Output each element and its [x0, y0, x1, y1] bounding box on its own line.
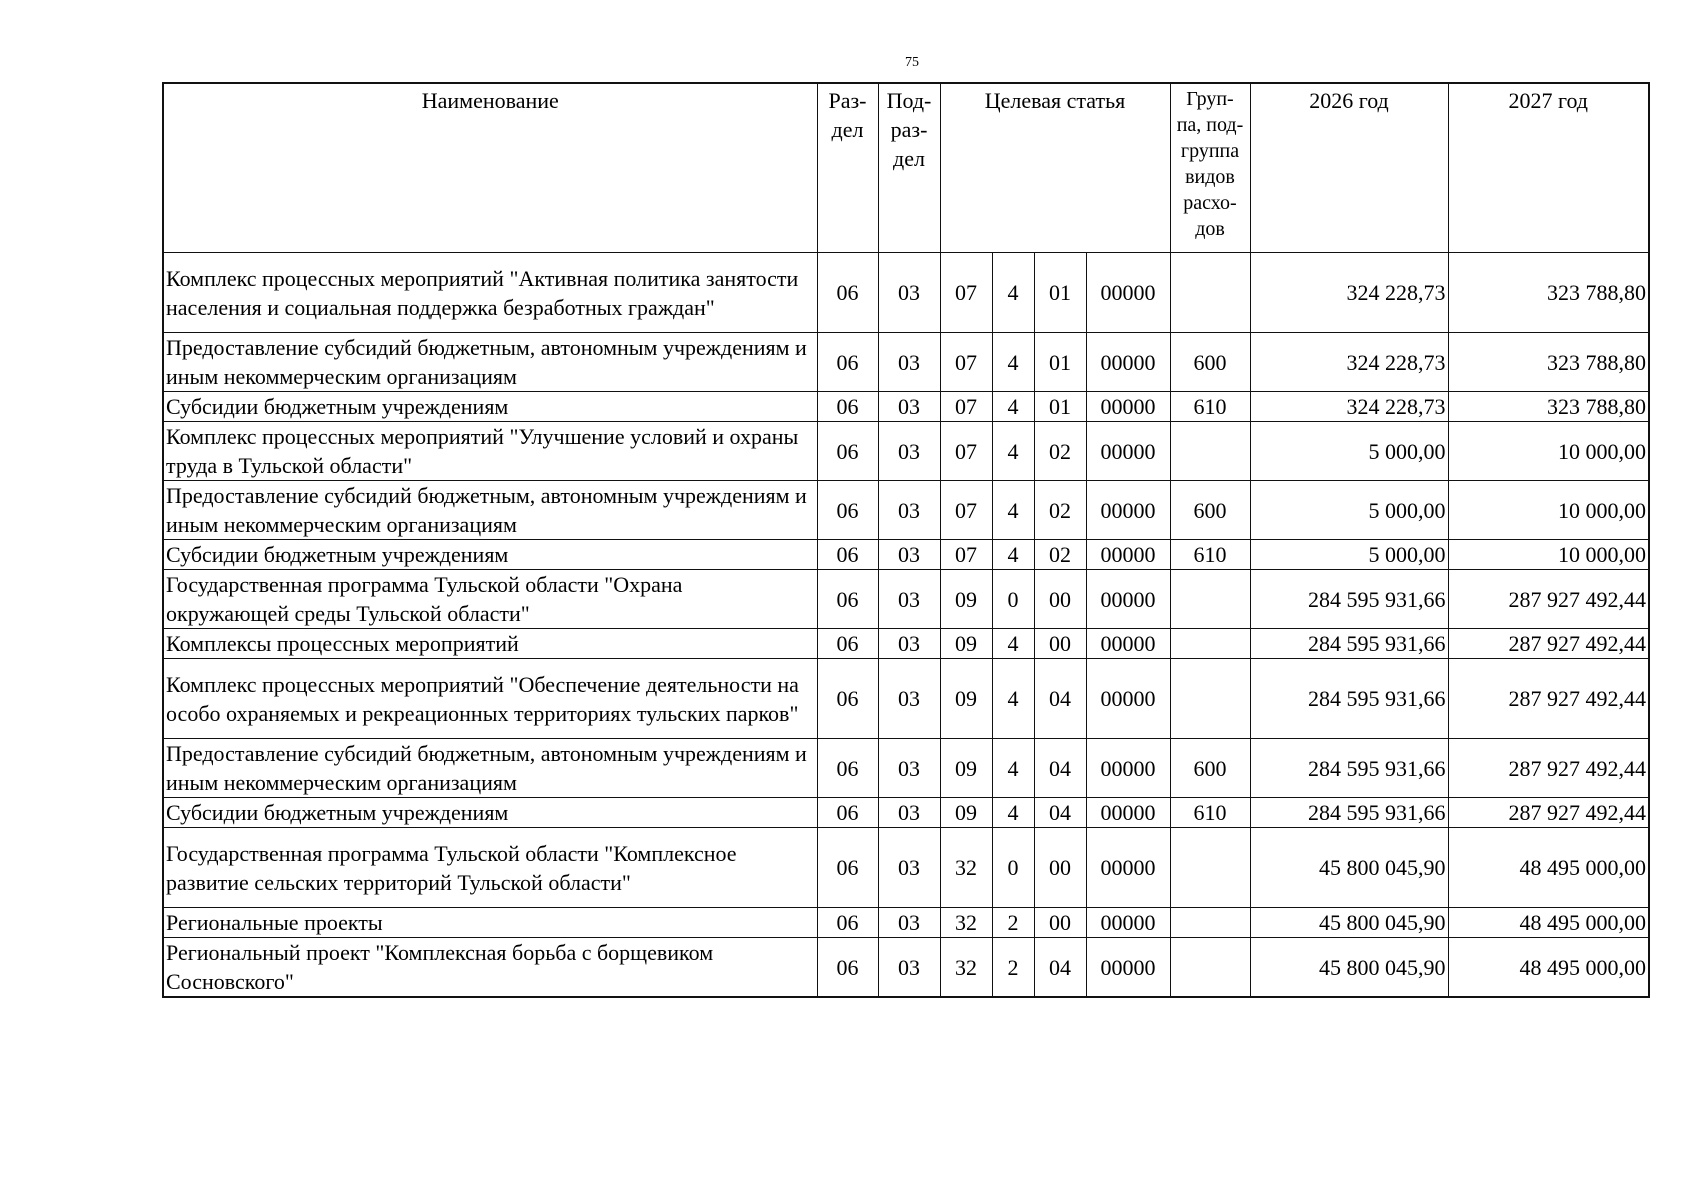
row-amount-2026: 45 800 045,90: [1250, 828, 1448, 908]
row-name: Предоставление субсидий бюджетным, автономным учреждениям и иным некоммерческим организациям: [163, 739, 817, 798]
header-expense-group: Груп- па, под- группа видов расхо- дов: [1170, 83, 1250, 253]
row-podrazdel: 03: [878, 739, 940, 798]
row-target-direction: 00000: [1086, 540, 1170, 570]
row-target-type: 4: [992, 659, 1034, 739]
row-name: Субсидии бюджетным учреждениям: [163, 392, 817, 422]
row-amount-2026: 284 595 931,66: [1250, 739, 1448, 798]
row-razdel: 06: [817, 908, 878, 938]
row-target-direction: 00000: [1086, 253, 1170, 333]
row-target-subprogram: 01: [1034, 253, 1086, 333]
row-target-program: 09: [940, 739, 992, 798]
row-expense-group: 600: [1170, 481, 1250, 540]
header-year-2027: 2027 год: [1448, 83, 1649, 253]
row-amount-2026: 324 228,73: [1250, 333, 1448, 392]
row-razdel: 06: [817, 739, 878, 798]
row-razdel: 06: [817, 422, 878, 481]
row-amount-2026: 284 595 931,66: [1250, 798, 1448, 828]
row-razdel: 06: [817, 938, 878, 998]
row-amount-2027: 287 927 492,44: [1448, 739, 1649, 798]
page-number: 75: [905, 55, 919, 70]
row-expense-group: [1170, 659, 1250, 739]
row-podrazdel: 03: [878, 828, 940, 908]
row-target-program: 09: [940, 659, 992, 739]
row-target-subprogram: 04: [1034, 739, 1086, 798]
row-expense-group: [1170, 629, 1250, 659]
row-amount-2026: 5 000,00: [1250, 540, 1448, 570]
row-expense-group: 600: [1170, 739, 1250, 798]
row-podrazdel: 03: [878, 798, 940, 828]
table-row: [163, 659, 1649, 739]
row-target-type: 4: [992, 481, 1034, 540]
row-target-subprogram: 04: [1034, 798, 1086, 828]
row-target-program: 09: [940, 570, 992, 629]
row-target-type: 4: [992, 333, 1034, 392]
header-name: Наименование: [163, 83, 817, 253]
row-name: Предоставление субсидий бюджетным, автономным учреждениям и иным некоммерческим организациям: [163, 333, 817, 392]
row-amount-2027: 323 788,80: [1448, 333, 1649, 392]
row-target-program: 07: [940, 392, 992, 422]
row-expense-group: [1170, 253, 1250, 333]
table-row: [163, 908, 1649, 938]
row-expense-group: 610: [1170, 392, 1250, 422]
row-name: Комплекс процессных мероприятий "Улучшение условий и охраны труда в Тульской области": [163, 422, 817, 481]
row-amount-2027: 10 000,00: [1448, 481, 1649, 540]
row-target-type: 4: [992, 739, 1034, 798]
row-amount-2027: 323 788,80: [1448, 392, 1649, 422]
row-target-type: 4: [992, 253, 1034, 333]
row-target-subprogram: 00: [1034, 908, 1086, 938]
row-razdel: 06: [817, 253, 878, 333]
row-target-direction: 00000: [1086, 629, 1170, 659]
row-name: Комплекс процессных мероприятий "Активная политика занятости населения и социальная поддержка безработных граждан": [163, 253, 817, 333]
row-amount-2026: 45 800 045,90: [1250, 938, 1448, 998]
row-name: Субсидии бюджетным учреждениям: [163, 798, 817, 828]
row-name: Комплексы процессных мероприятий: [163, 629, 817, 659]
row-target-program: 09: [940, 798, 992, 828]
table-row: [163, 481, 1649, 540]
row-target-program: 32: [940, 828, 992, 908]
row-podrazdel: 03: [878, 253, 940, 333]
table-row: [163, 392, 1649, 422]
row-name: Региональные проекты: [163, 908, 817, 938]
row-podrazdel: 03: [878, 908, 940, 938]
row-amount-2026: 45 800 045,90: [1250, 908, 1448, 938]
row-amount-2027: 10 000,00: [1448, 540, 1649, 570]
row-name: Субсидии бюджетным учреждениям: [163, 540, 817, 570]
row-target-type: 2: [992, 908, 1034, 938]
row-target-subprogram: 02: [1034, 422, 1086, 481]
row-target-type: 0: [992, 828, 1034, 908]
row-name: Государственная программа Тульской области "Комплексное развитие сельских территорий Тульской области": [163, 828, 817, 908]
row-target-direction: 00000: [1086, 908, 1170, 938]
row-target-subprogram: 00: [1034, 629, 1086, 659]
row-podrazdel: 03: [878, 540, 940, 570]
header-row: [163, 83, 1649, 253]
row-name: Региональный проект "Комплексная борьба с борщевиком Сосновского": [163, 938, 817, 998]
row-target-program: 07: [940, 253, 992, 333]
row-amount-2026: 284 595 931,66: [1250, 659, 1448, 739]
row-amount-2027: 287 927 492,44: [1448, 659, 1649, 739]
row-expense-group: 610: [1170, 540, 1250, 570]
table-row: [163, 540, 1649, 570]
row-amount-2026: 5 000,00: [1250, 481, 1448, 540]
row-amount-2026: 5 000,00: [1250, 422, 1448, 481]
row-podrazdel: 03: [878, 422, 940, 481]
row-expense-group: 610: [1170, 798, 1250, 828]
row-target-direction: 00000: [1086, 798, 1170, 828]
table-row: [163, 739, 1649, 798]
row-target-subprogram: 02: [1034, 540, 1086, 570]
row-target-type: 4: [992, 540, 1034, 570]
row-amount-2027: 323 788,80: [1448, 253, 1649, 333]
row-name: Предоставление субсидий бюджетным, автономным учреждениям и иным некоммерческим организациям: [163, 481, 817, 540]
row-amount-2027: 287 927 492,44: [1448, 570, 1649, 629]
row-target-direction: 00000: [1086, 333, 1170, 392]
row-target-subprogram: 01: [1034, 392, 1086, 422]
row-amount-2026: 324 228,73: [1250, 253, 1448, 333]
row-target-type: 2: [992, 938, 1034, 998]
table-row: [163, 629, 1649, 659]
table-row: [163, 253, 1649, 333]
row-target-program: 07: [940, 540, 992, 570]
row-expense-group: [1170, 828, 1250, 908]
row-amount-2026: 284 595 931,66: [1250, 629, 1448, 659]
row-amount-2027: 48 495 000,00: [1448, 938, 1649, 998]
row-expense-group: 600: [1170, 333, 1250, 392]
row-target-direction: 00000: [1086, 659, 1170, 739]
row-razdel: 06: [817, 629, 878, 659]
table-row: [163, 333, 1649, 392]
row-expense-group: [1170, 938, 1250, 998]
row-target-direction: 00000: [1086, 422, 1170, 481]
row-podrazdel: 03: [878, 659, 940, 739]
row-target-type: 4: [992, 422, 1034, 481]
header-year-2026: 2026 год: [1250, 83, 1448, 253]
row-target-program: 07: [940, 333, 992, 392]
header-podrazdel: Под- раз- дел: [878, 83, 940, 253]
row-target-subprogram: 01: [1034, 333, 1086, 392]
row-target-subprogram: 04: [1034, 659, 1086, 739]
row-amount-2026: 284 595 931,66: [1250, 570, 1448, 629]
row-target-program: 32: [940, 938, 992, 998]
row-target-subprogram: 02: [1034, 481, 1086, 540]
row-podrazdel: 03: [878, 938, 940, 998]
row-razdel: 06: [817, 659, 878, 739]
row-razdel: 06: [817, 540, 878, 570]
row-amount-2027: 287 927 492,44: [1448, 798, 1649, 828]
row-razdel: 06: [817, 828, 878, 908]
row-razdel: 06: [817, 333, 878, 392]
row-target-subprogram: 00: [1034, 570, 1086, 629]
row-expense-group: [1170, 422, 1250, 481]
table-row: [163, 570, 1649, 629]
row-target-type: 0: [992, 570, 1034, 629]
row-target-program: 07: [940, 481, 992, 540]
row-target-type: 4: [992, 629, 1034, 659]
row-amount-2027: 48 495 000,00: [1448, 828, 1649, 908]
row-target-subprogram: 04: [1034, 938, 1086, 998]
row-expense-group: [1170, 570, 1250, 629]
table-row: [163, 938, 1649, 998]
header-razdel: Раз- дел: [817, 83, 878, 253]
row-target-type: 4: [992, 798, 1034, 828]
row-target-program: 07: [940, 422, 992, 481]
table-row: [163, 798, 1649, 828]
header-target-article: Целевая статья: [940, 83, 1170, 253]
row-expense-group: [1170, 908, 1250, 938]
row-target-direction: 00000: [1086, 392, 1170, 422]
row-target-direction: 00000: [1086, 570, 1170, 629]
row-name: Государственная программа Тульской области "Охрана окружающей среды Тульской области": [163, 570, 817, 629]
row-razdel: 06: [817, 392, 878, 422]
row-target-direction: 00000: [1086, 739, 1170, 798]
row-podrazdel: 03: [878, 570, 940, 629]
row-podrazdel: 03: [878, 481, 940, 540]
row-amount-2027: 10 000,00: [1448, 422, 1649, 481]
row-razdel: 06: [817, 570, 878, 629]
row-target-program: 09: [940, 629, 992, 659]
row-podrazdel: 03: [878, 333, 940, 392]
row-target-direction: 00000: [1086, 828, 1170, 908]
row-target-direction: 00000: [1086, 938, 1170, 998]
row-target-program: 32: [940, 908, 992, 938]
budget-table: [162, 82, 1650, 998]
row-podrazdel: 03: [878, 629, 940, 659]
row-target-direction: 00000: [1086, 481, 1170, 540]
row-amount-2027: 48 495 000,00: [1448, 908, 1649, 938]
row-target-subprogram: 00: [1034, 828, 1086, 908]
table-row: [163, 828, 1649, 908]
row-amount-2027: 287 927 492,44: [1448, 629, 1649, 659]
row-amount-2026: 324 228,73: [1250, 392, 1448, 422]
row-razdel: 06: [817, 481, 878, 540]
table-row: [163, 422, 1649, 481]
row-podrazdel: 03: [878, 392, 940, 422]
row-target-type: 4: [992, 392, 1034, 422]
row-razdel: 06: [817, 798, 878, 828]
row-name: Комплекс процессных мероприятий "Обеспечение деятельности на особо охраняемых и рекреационных территориях тульских парков": [163, 659, 817, 739]
